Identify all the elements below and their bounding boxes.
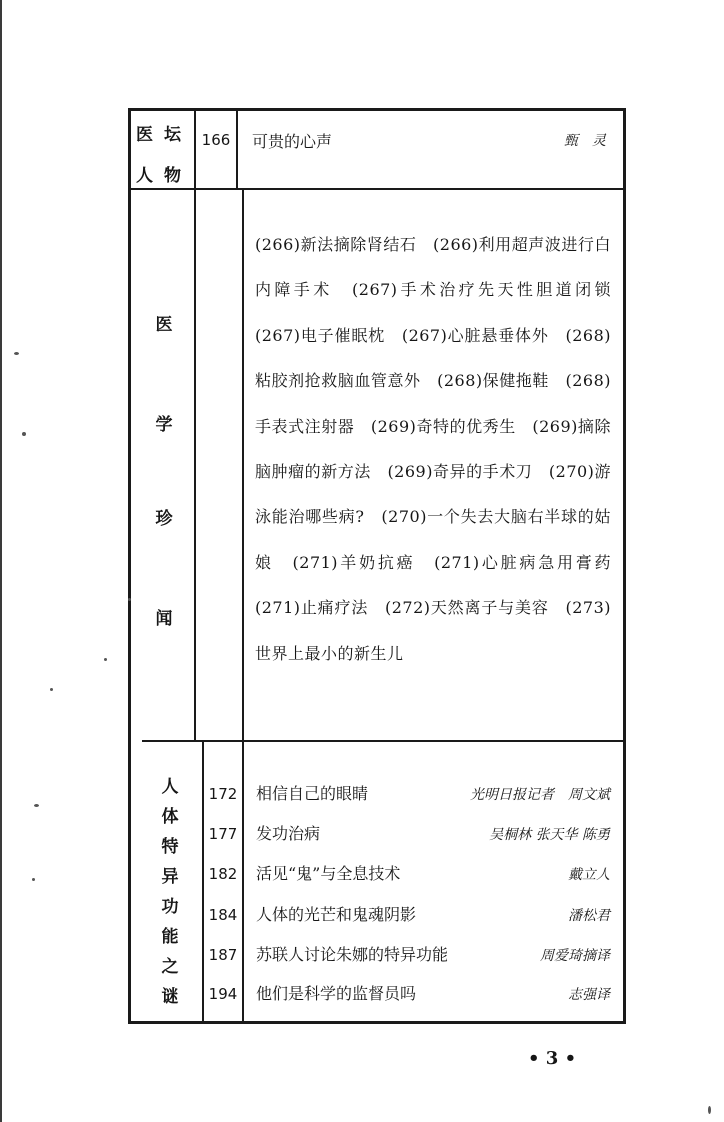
entry-title: 他们是科学的监督员吗 <box>256 983 417 1003</box>
entry-author: 志强译 <box>568 987 610 1003</box>
cat-char: 异 <box>161 867 179 887</box>
page-number: • 3 • <box>528 1048 577 1069</box>
entry-title: 相信自己的眼睛 <box>256 783 369 803</box>
entry-author: 周爱琦摘译 <box>540 948 610 964</box>
entry-author: 潘松君 <box>568 908 610 924</box>
col-divider-2b <box>242 190 244 742</box>
scan-speck <box>34 804 39 807</box>
cat-char: 闻 <box>155 609 173 629</box>
entry-author: 吴桐林 张天华 陈勇 <box>489 827 610 843</box>
cat-char: 学 <box>155 415 173 435</box>
entry-title: 人体的光芒和鬼魂阴影 <box>256 904 417 924</box>
cat-char: 人 <box>161 777 179 797</box>
entry-title: 可贵的心声 <box>252 131 333 151</box>
scan-speck <box>128 598 131 601</box>
entry-page: 182 <box>208 865 238 883</box>
entry-page: 184 <box>208 906 238 924</box>
scan-speck <box>708 1106 711 1114</box>
page-edge <box>0 0 2 1122</box>
divider-1 <box>128 188 626 190</box>
entry-title: 苏联人讨论朱娜的特异功能 <box>256 944 449 964</box>
scan-speck <box>50 688 53 691</box>
section-3-category <box>158 772 186 1012</box>
entry-page: 166 <box>201 131 231 149</box>
cat-char: 坛 <box>164 125 181 145</box>
col-divider-2c <box>242 742 244 1024</box>
cat-char: 珍 <box>155 509 173 529</box>
cat-char: 物 <box>164 166 181 186</box>
cat-char: 能 <box>161 927 179 947</box>
section-1-category <box>136 120 192 186</box>
entry-title: 活见“鬼”与全息技术 <box>256 863 401 883</box>
scan-speck <box>22 432 26 436</box>
cat-char: 功 <box>161 897 179 917</box>
divider-2 <box>142 740 626 742</box>
entry-page: 187 <box>208 946 238 964</box>
col-divider-1b <box>194 190 196 742</box>
cat-char: 体 <box>161 807 179 827</box>
entry-author: 戴立人 <box>568 867 610 883</box>
entry-author: 甄 灵 <box>564 133 606 149</box>
medical-news-list: (266)新法摘除肾结石 (266)利用超声波进行白内障手术 (267)手术治疗先天性胆道闭锁 (267)电子催眠枕 (267)心脏悬垂体外 (268)粘胶剂抢救脑血管意外 (268)保健拖鞋 (268)手表式注射器 (269)奇特的优秀生 (269)摘除脑肿瘤的新方法 (269)奇异的手术刀 (270)游泳能治哪些病? (270)一个失去大脑右半球的姑娘 (271)羊奶抗癌 (271)心脏病急用膏药 (271)止痛疗法 (272)天然离子与美容 (273)世界上最小的新生儿 <box>255 235 628 663</box>
cat-char: 医 <box>155 315 173 335</box>
scan-speck <box>32 878 35 881</box>
cat-char: 谜 <box>161 987 179 1007</box>
entry-title: 发功治病 <box>256 823 321 843</box>
entry-page: 194 <box>208 985 238 1003</box>
col-divider-2a <box>236 108 238 190</box>
scan-speck <box>14 352 19 355</box>
cat-char: 特 <box>161 837 179 857</box>
entry-author: 光明日报记者 周文斌 <box>470 787 610 803</box>
scan-speck <box>104 658 107 661</box>
cat-char: 之 <box>161 957 179 977</box>
entry-page: 177 <box>208 825 238 843</box>
entry-page: 172 <box>208 785 238 803</box>
cat-char: 医 <box>136 125 153 145</box>
cat-char: 人 <box>136 166 153 186</box>
table-of-contents <box>128 108 626 1024</box>
